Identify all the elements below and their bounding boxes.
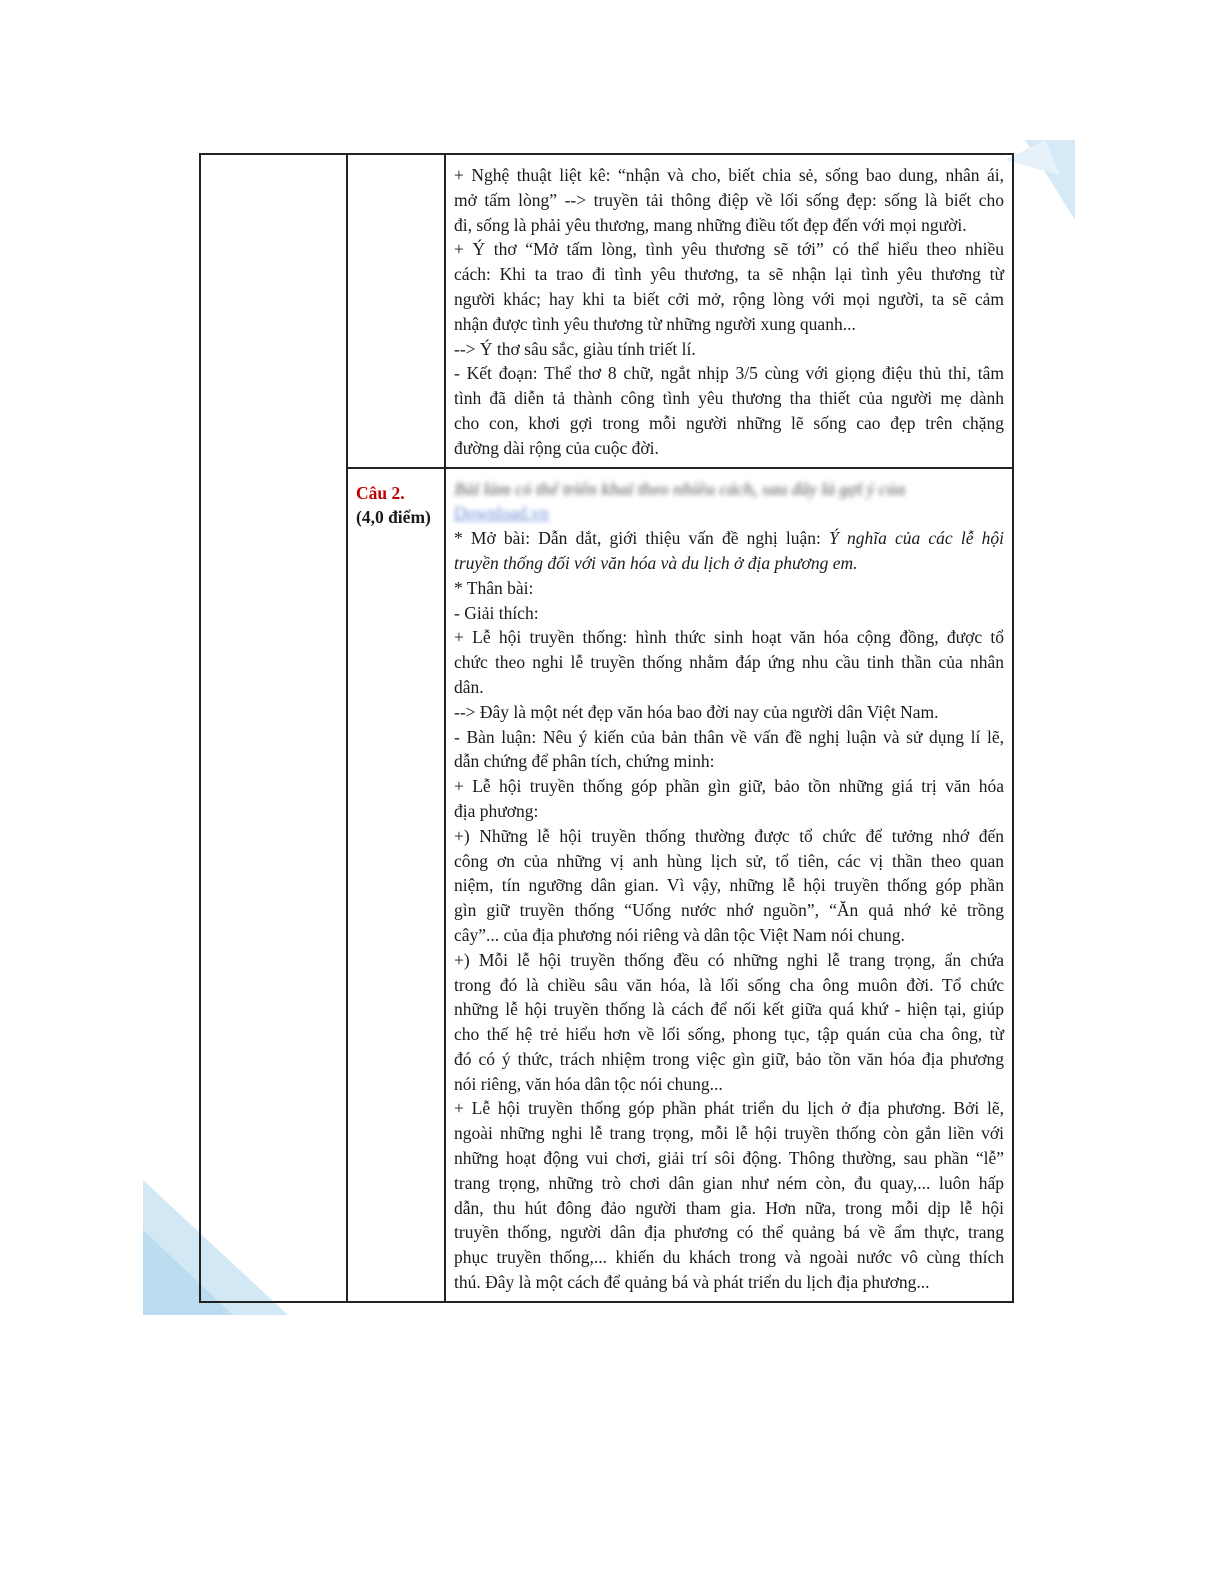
text-line: công ơn của những vị anh hùng lịch sử, tổ tiên, các vị thần theo quan <box>454 850 1004 871</box>
text-line: ngoài những nghi lễ trang trọng, mỗi lễ hội truyền thống còn gắn liền với <box>454 1123 1004 1144</box>
text-line: nhận được tình yêu thương từ những người xung quanh... <box>454 313 856 334</box>
text-line: dẫn chứng để phân tích, chứng minh: <box>454 751 715 772</box>
than-bai-text <box>454 576 1004 1295</box>
cau1-answer-text <box>446 155 1012 467</box>
blurred-intro-text: Bài làm có thể triển khai theo nhiều cách, sau đây là gợi ý của <box>454 478 906 499</box>
text-line: +) Những lễ hội truyền thống thường được tổ chức để tưởng nhớ đến <box>454 825 1004 846</box>
answer-cell <box>445 154 1013 468</box>
text-line: + Lễ hội truyền thống góp phần phát triển du lịch ở địa phương. Bởi lẽ, <box>454 1098 1004 1119</box>
text-line: + Nghệ thuật liệt kê: “nhận và cho, biết chia sẻ, sống bao dung, nhân ái, <box>454 165 1004 185</box>
text-line: +) Mỗi lễ hội truyền thống đều có những nghi lễ trang trọng, ẩn chứa <box>454 949 1004 970</box>
text-line: + Lễ hội truyền thống: hình thức sinh hoạt văn hóa cộng đồng, được tổ <box>454 627 1004 648</box>
section-cell <box>200 154 347 1302</box>
text-line: cho thế hệ trẻ hiểu hơn về lối sống, phong tục, tập quán của cha ông, từ <box>454 1024 1004 1045</box>
text-line: đường dài rộng của cuộc đời. <box>454 437 659 458</box>
question-score: (4,0 điểm) <box>356 506 431 527</box>
text-line: đó có ý thức, trách nhiệm trong việc gìn giữ, bảo tồn văn hóa địa phương <box>454 1048 1004 1069</box>
text-line: tình đã diễn tả thành công tình yêu thương tha thiết của người mẹ dành <box>454 388 1004 409</box>
text-line: dẫn, thu hút đông đảo người tham gia. Hơn nữa, trong mỗi dịp lễ hội <box>454 1197 1004 1218</box>
text-line: đi, sống là phải yêu thương, mang những điều tốt đẹp đến với mọi người. <box>454 214 967 235</box>
mo-bai-line <box>454 526 1004 551</box>
decorative-corner-shape <box>1005 140 1075 220</box>
answer-cell <box>445 468 1013 1302</box>
text-line: mở tấm lòng” --> truyền tải thông điệp về lối sống đẹp: sống là biết cho <box>454 189 1004 210</box>
text-line: + Ý thơ “Mở tấm lòng, tình yêu thương sẽ tới” có thể hiểu theo nhiều <box>454 239 1004 260</box>
text-line: chức theo nghi lễ truyền thống nhằm đáp ứng nhu cầu tinh thần của nhân <box>454 652 1004 673</box>
text-line: truyền thống, người dân địa phương có thể quảng bá về ẩm thực, trang <box>454 1222 1004 1243</box>
text-line: dân. <box>454 676 484 697</box>
text-line: * Thân bài: <box>454 577 534 598</box>
text-line: niệm, tín ngưỡng dân gian. Vì vậy, những lễ hội truyền thống góp phần <box>454 875 1004 896</box>
mo-bai-topic: Ý nghĩa của các lễ hội <box>829 528 1005 549</box>
text-line: cho con, khơi gợi trong mỗi người những lẽ sống cao đẹp trên chặng <box>454 412 1004 433</box>
text-line: gìn giữ truyền thống “Uống nước nhớ nguồn”, “Ăn quả nhớ kẻ trồng <box>454 900 1004 921</box>
cau2-answer-text <box>446 469 1012 1301</box>
question-cell <box>347 468 445 1302</box>
question-number: Câu 2. <box>356 482 405 503</box>
mo-bai-prefix: * Mở bài: Dẫn dắt, giới thiệu vấn đề nghị luận: <box>454 528 830 549</box>
text-line: - Kết đoạn: Thể thơ 8 chữ, ngắt nhịp 3/5 cùng với giọng điệu thủ thỉ, tâm <box>454 363 1004 384</box>
blurred-source-link[interactable]: Download.vn <box>454 503 549 524</box>
question-label <box>348 469 444 529</box>
text-line: những lễ hội truyền thống là cách để nối kết giữa quá khứ - hiện tại, giúp <box>454 999 1004 1020</box>
text-line: địa phương: <box>454 800 539 821</box>
text-line: - Bàn luận: Nêu ý kiến của bản thân về vấn đề nghị luận và sử dụng lí lẽ, <box>454 726 1004 747</box>
text-line: nói riêng, văn hóa dân tộc nói chung... <box>454 1073 723 1094</box>
text-line: cách: Khi ta trao đi tình yêu thương, ta sẽ nhận lại tình yêu thương từ <box>454 264 1004 285</box>
text-line: --> Ý thơ sâu sắc, giàu tính triết lí. <box>454 338 696 359</box>
table-row <box>200 154 1013 468</box>
text-line: những hoạt động vui chơi, giải trí sôi động. Thông thường, sau phần “lễ” <box>454 1148 1004 1169</box>
text-line: phục truyền thống,... khiến du khách trong và ngoài nước vô cùng thích <box>454 1247 1004 1268</box>
answer-table <box>199 153 1014 1303</box>
mo-bai-topic-continued: truyền thống đối với văn hóa và du lịch ở địa phương em. <box>454 552 858 573</box>
text-line: trong đó là chiều sâu văn hóa, là lối sống cha ông muôn đời. Tổ chức <box>454 974 1004 995</box>
text-line: trang trọng, những trò chơi dân gian như ném còn, đu quay,... luôn hấp <box>454 1172 1004 1193</box>
text-line: thú. Đây là một cách để quảng bá và phát triển du lịch địa phương... <box>454 1272 930 1293</box>
text-line: cây”... của địa phương nói riêng và dân tộc Việt Nam nói chung. <box>454 924 905 945</box>
text-line: - Giải thích: <box>454 602 539 623</box>
question-cell <box>347 154 445 468</box>
text-line: --> Đây là một nét đẹp văn hóa bao đời nay của người dân Việt Nam. <box>454 701 939 722</box>
text-line: + Lễ hội truyền thống góp phần gìn giữ, bảo tồn những giá trị văn hóa <box>454 776 1004 797</box>
text-line: người khác; hay khi ta biết cởi mở, rộng lòng với mọi người, ta sẽ cảm <box>454 288 1004 309</box>
